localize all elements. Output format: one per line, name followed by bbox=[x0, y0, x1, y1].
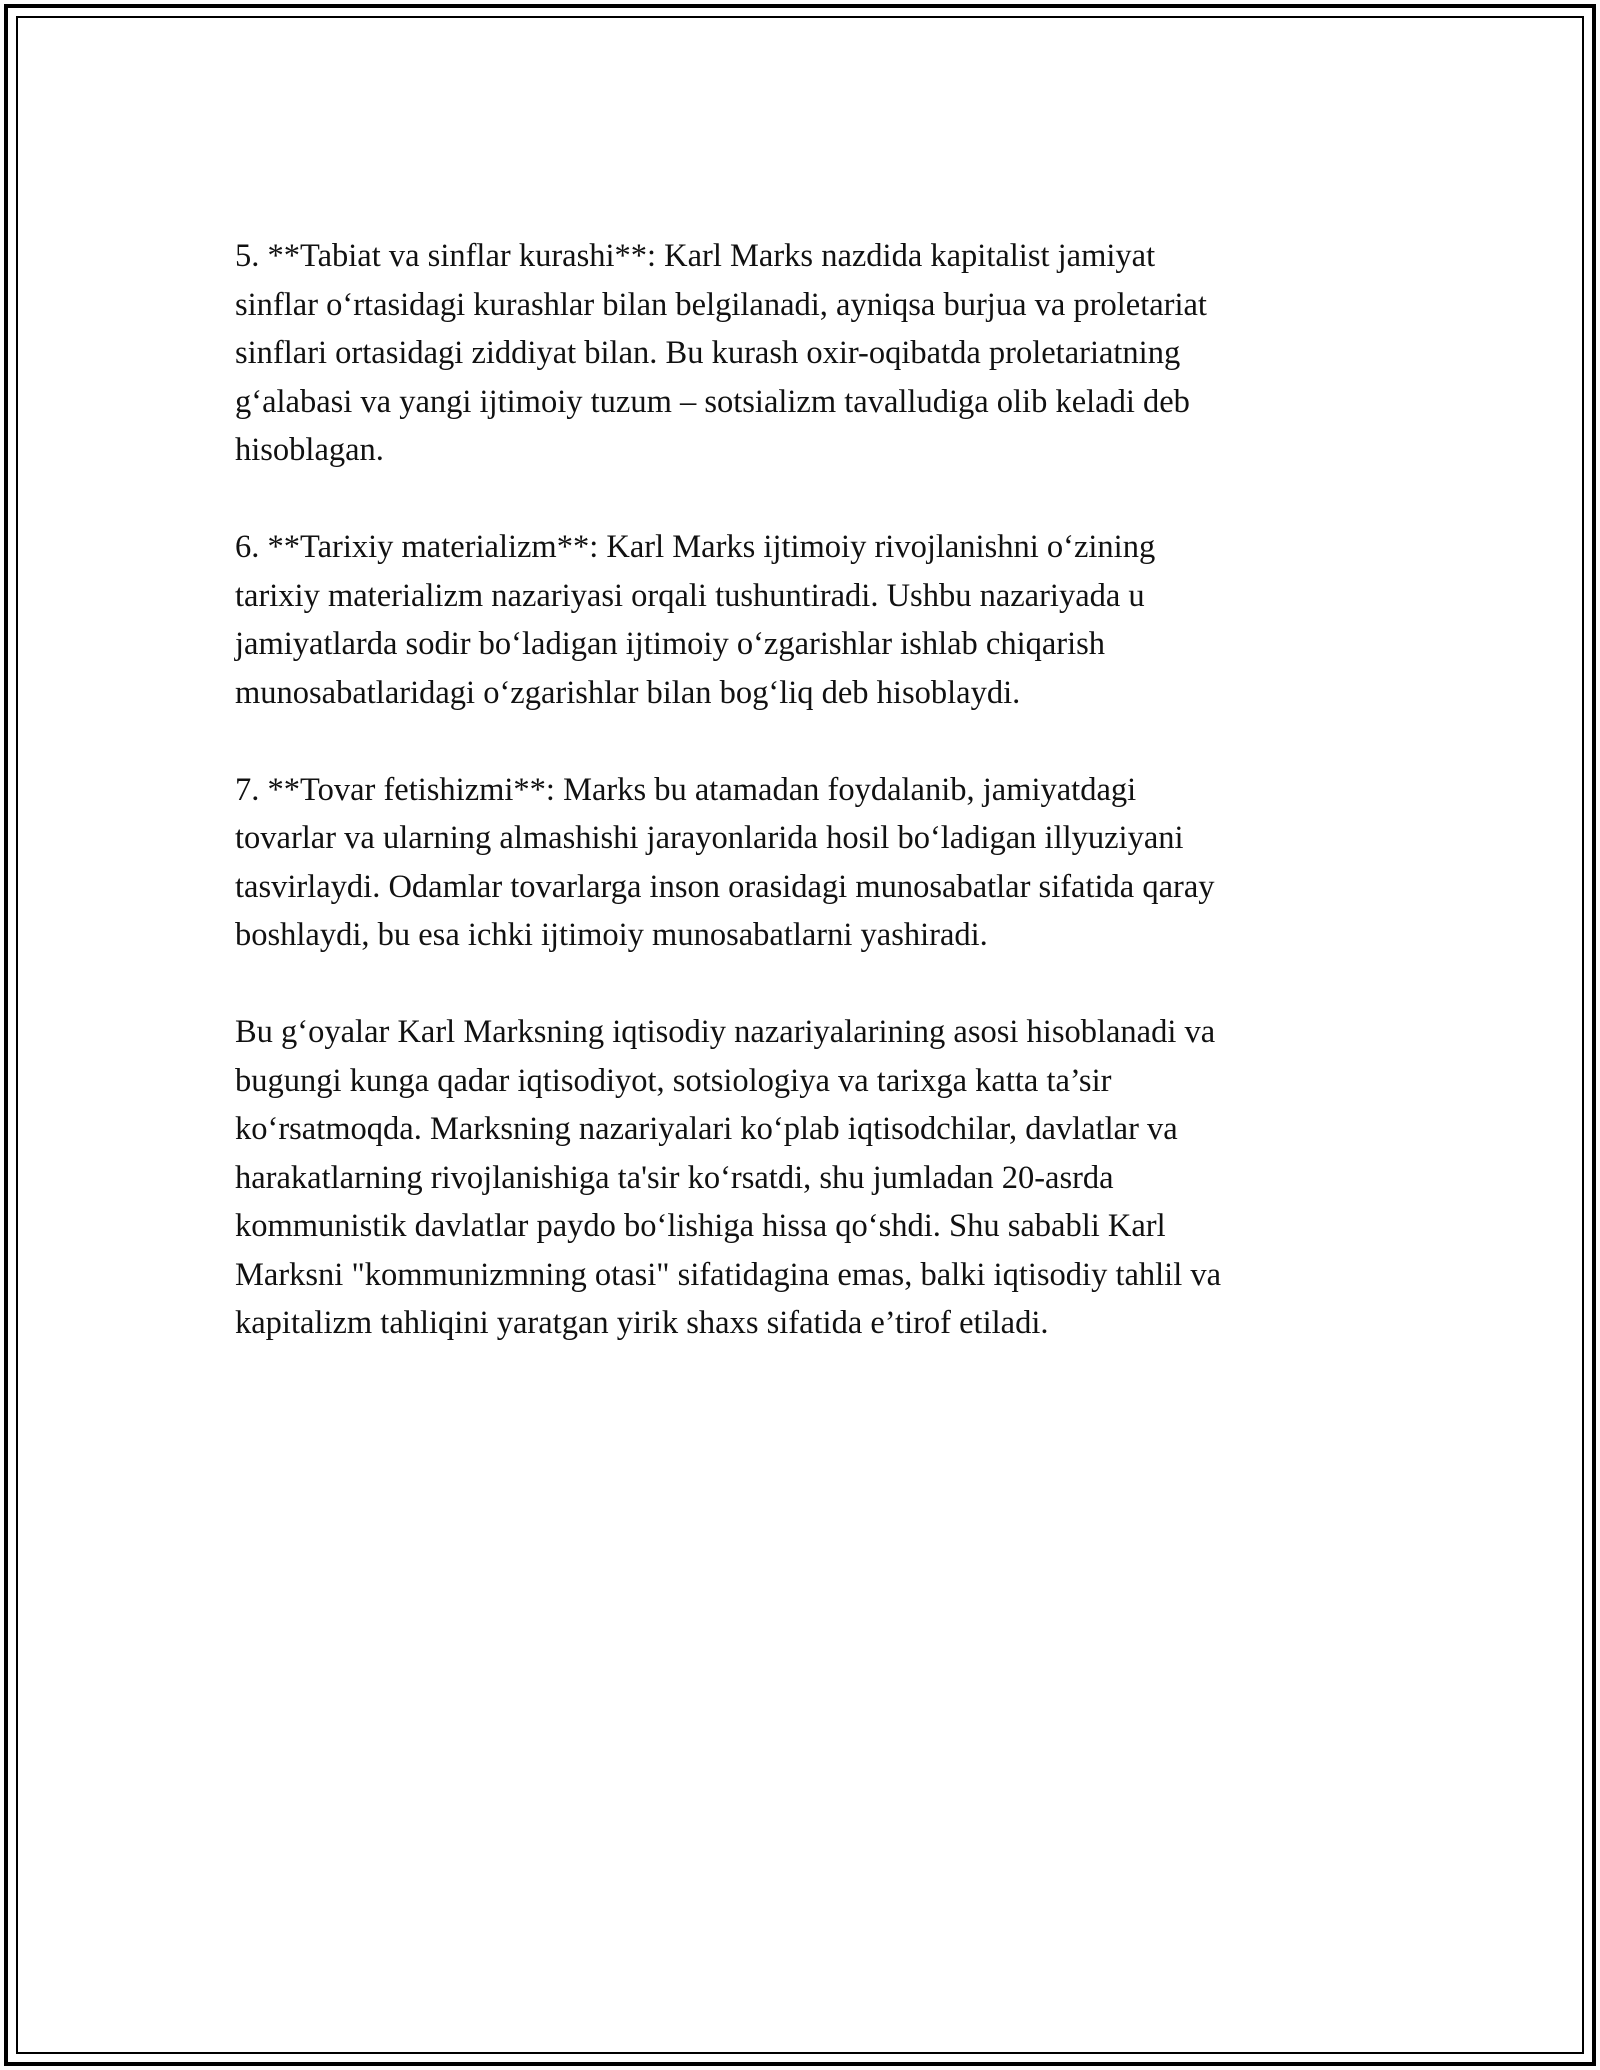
text-line: bugungi kunga qadar iqtisodiyot, sotsiologiya va tarixga katta ta’sir bbox=[235, 1062, 1112, 1099]
paragraph-class-struggle bbox=[235, 232, 1385, 475]
paragraph-commodity-fetishism bbox=[235, 766, 1385, 960]
document-body bbox=[235, 232, 1385, 1396]
text-line: 7. **Tovar fetishizmi**: Marks bu atamadan foydalanib, jamiyatdagi bbox=[235, 771, 1137, 808]
text-line: tovarlar va ularning almashishi jarayonlarida hosil bo‘ladigan illyuziyani bbox=[235, 820, 1184, 856]
text-line: jamiyatlarda sodir bo‘ladigan ijtimoiy o‘zgarishlar ishlab chiqarish bbox=[235, 626, 1106, 662]
text-line: boshlaydi, bu esa ichki ijtimoiy munosabatlarni yashiradi. bbox=[235, 917, 988, 953]
text-line: munosabatlaridagi o‘zgarishlar bilan bog‘liq deb hisoblaydi. bbox=[235, 674, 1021, 711]
text-line: sinflari ortasidagi ziddiyat bilan. Bu kurash oxir-oqibatda proletariatning bbox=[235, 335, 1181, 371]
text-line: tarixiy materializm nazariyasi orqali tushuntiradi. Ushbu nazariyada u bbox=[235, 577, 1145, 614]
text-line: Marksni "kommunizmning otasi" sifatidagina emas, balki iqtisodiy tahlil va bbox=[235, 1256, 1222, 1293]
text-line: 5. **Tabiat va sinflar kurashi**: Karl Marks nazdida kapitalist jamiyat bbox=[235, 238, 1156, 274]
text-line: g‘alabasi va yangi ijtimoiy tuzum – sotsializm tavalludiga olib keladi deb bbox=[235, 383, 1190, 420]
text-line: kommunistik davlatlar paydo bo‘lishiga hissa qo‘shdi. Shu sababli Karl bbox=[235, 1208, 1166, 1244]
text-line: sinflar o‘rtasidagi kurashlar bilan belgilanadi, ayniqsa burjua va proletariat bbox=[235, 286, 1207, 323]
text-line: ko‘rsatmoqda. Marksning nazariyalari ko‘plab iqtisodchilar, davlatlar va bbox=[235, 1111, 1178, 1147]
paragraph-conclusion bbox=[235, 1008, 1385, 1348]
text-line: harakatlarning rivojlanishiga ta'sir ko‘rsatdi, shu jumladan 20-asrda bbox=[235, 1159, 1114, 1196]
text-line: Bu g‘oyalar Karl Marksning iqtisodiy nazariyalarining asosi hisoblanadi va bbox=[235, 1014, 1216, 1050]
text-line: kapitalizm tahliqini yaratgan yirik shaxs sifatida e’tirof etiladi. bbox=[235, 1305, 1049, 1341]
text-line: tasvirlaydi. Odamlar tovarlarga inson orasidagi munosabatlar sifatida qaray bbox=[235, 868, 1215, 905]
text-line: hisoblagan. bbox=[235, 432, 384, 468]
paragraph-historical-materialism bbox=[235, 523, 1385, 717]
text-line: 6. **Tarixiy materializm**: Karl Marks ijtimoiy rivojlanishni o‘zining bbox=[235, 529, 1156, 565]
